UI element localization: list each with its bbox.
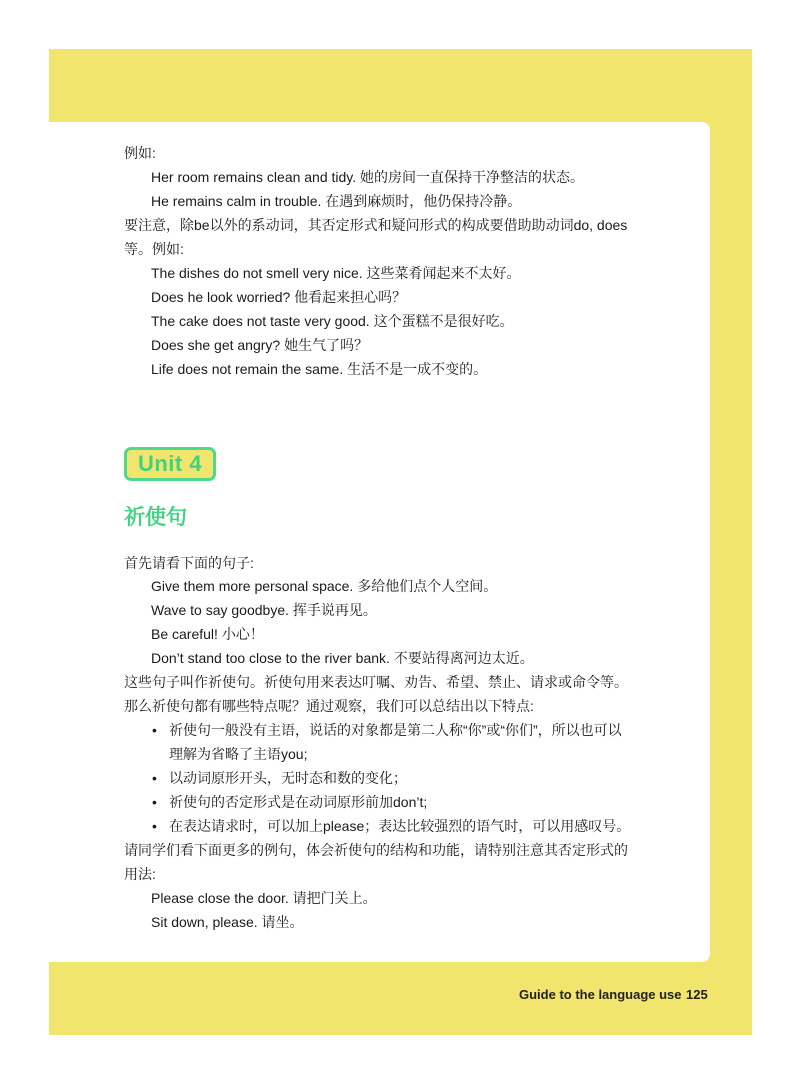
unit-badge: Unit 4 bbox=[124, 447, 216, 481]
example-sentence: He remains calm in trouble. 在遇到麻烦时，他仍保持冷静。 bbox=[151, 193, 522, 209]
explain-line: 这些句子叫作祈使句。祈使句用来表达叮嘱、劝告、希望、禁止、请求或命令等。 bbox=[124, 674, 628, 690]
page-number: 125 bbox=[686, 987, 708, 1002]
note-line: 等。例如: bbox=[124, 241, 184, 257]
bullet-text: 在表达请求时，可以加上please；表达比较强烈的语气时，可以用感叹号。 bbox=[169, 818, 631, 834]
example-sentence: Her room remains clean and tidy. 她的房间一直保持干净整洁的状态。 bbox=[151, 169, 585, 185]
bullet-text: 祈使句一般没有主语，说话的对象都是第二人称“你”或“你们”，所以也可以 bbox=[169, 722, 622, 738]
bullet-dot-icon: • bbox=[152, 770, 157, 786]
example-sentence: Does she get angry? 她生气了吗？ bbox=[151, 337, 369, 353]
bullet-dot-icon: • bbox=[152, 818, 157, 834]
intro-line: 首先请看下面的句子: bbox=[124, 555, 254, 571]
example-label: 例如: bbox=[124, 145, 156, 161]
note-line: 要注意，除be以外的系动词，其否定形式和疑问形式的构成要借助助动词do, does bbox=[124, 217, 628, 233]
explain-line: 那么祈使句都有哪些特点呢？通过观察，我们可以总结出以下特点: bbox=[124, 698, 534, 714]
example-sentence: Sit down, please. 请坐。 bbox=[151, 914, 304, 930]
closing-line: 用法: bbox=[124, 866, 156, 882]
example-sentence: The cake does not taste very good. 这个蛋糕不是很好吃。 bbox=[151, 313, 514, 329]
example-sentence: Please close the door. 请把门关上。 bbox=[151, 890, 377, 906]
bullet-dot-icon: • bbox=[152, 794, 157, 810]
example-sentence: The dishes do not smell very nice. 这些菜肴闻起来不太好。 bbox=[151, 265, 521, 281]
bullet-dot-icon: • bbox=[152, 722, 157, 738]
example-sentence: Wave to say goodbye. 挥手说再见。 bbox=[151, 602, 377, 618]
footer-label: Guide to the language use bbox=[519, 987, 682, 1002]
section-title: 祈使句 bbox=[124, 506, 187, 529]
closing-line: 请同学们看下面更多的例句，体会祈使句的结构和功能，请特别注意其否定形式的 bbox=[124, 842, 628, 858]
example-sentence: Give them more personal space. 多给他们点个人空间。 bbox=[151, 578, 498, 594]
example-sentence: Life does not remain the same. 生活不是一成不变的。 bbox=[151, 361, 488, 377]
example-sentence: Does he look worried? 他看起来担心吗？ bbox=[151, 289, 407, 305]
example-sentence: Be careful! 小心！ bbox=[151, 626, 264, 642]
bullet-text-continued: 理解为省略了主语you; bbox=[169, 746, 308, 762]
bullet-text: 以动词原形开头，无时态和数的变化； bbox=[169, 770, 407, 786]
bullet-text: 祈使句的否定形式是在动词原形前加don’t; bbox=[169, 794, 428, 810]
example-sentence: Don’t stand too close to the river bank. 不要站得离河边太近。 bbox=[151, 650, 534, 666]
